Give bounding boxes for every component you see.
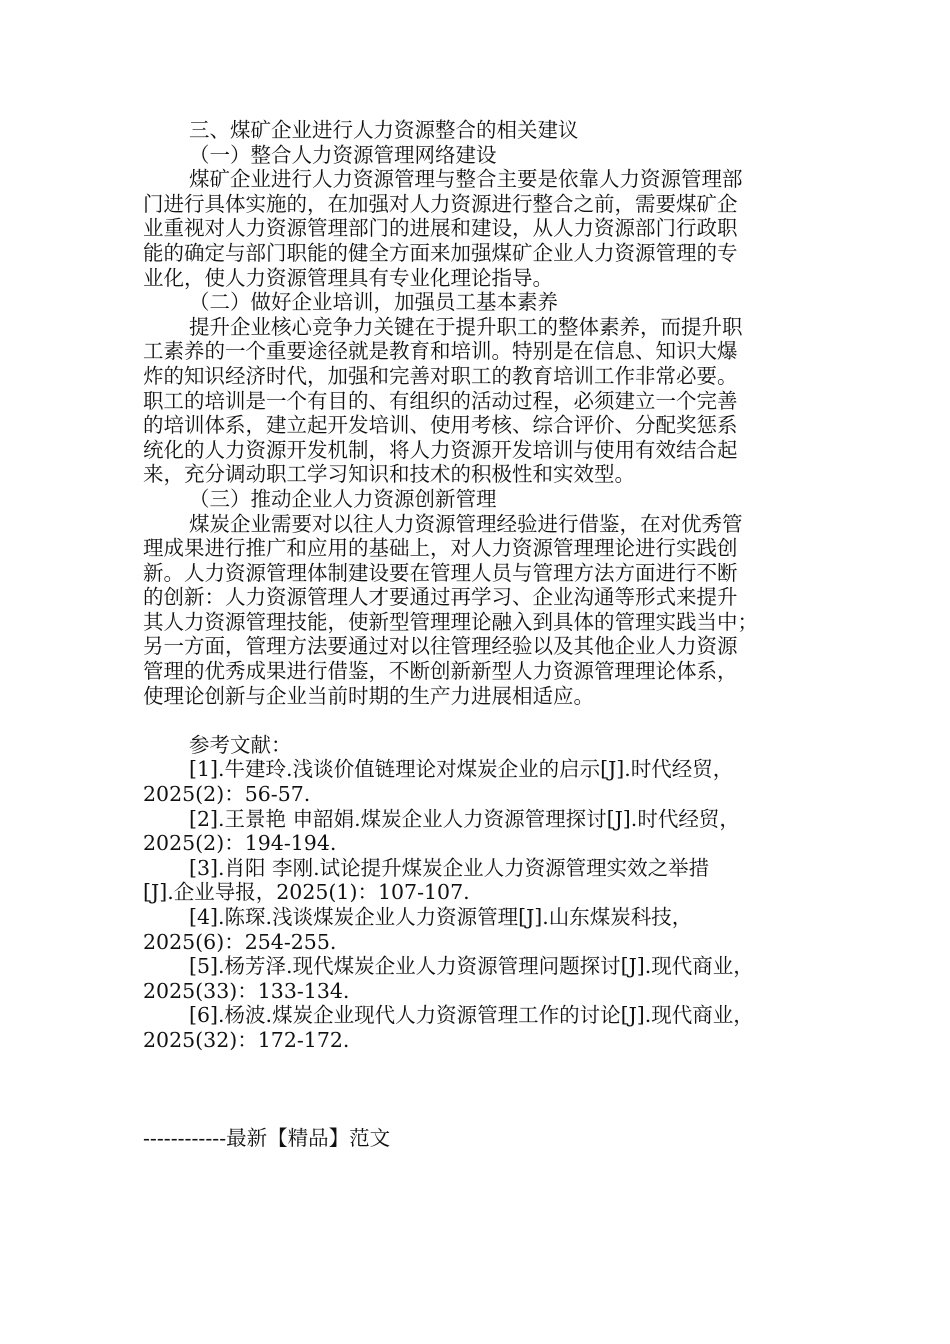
subsection-3-title: （三）推动企业人力资源创新管理 (189, 486, 497, 511)
subsection-1-title: （一）整合人力资源管理网络建设 (189, 142, 497, 167)
paragraph-line: 新。人力资源管理体制建设要在管理人员与管理方法方面进行不断 (143, 560, 738, 585)
paragraph-line: 统化的人力资源开发机制，将人力资源开发培训与使用有效结合起 (143, 437, 738, 462)
paragraph-line: 业重视对人力资源管理部门的进展和建设，从人力资源部门行政职 (143, 216, 738, 241)
reference-line: 2025(2)：194-194. (143, 831, 337, 856)
section-heading: 三、煤矿企业进行人力资源整合的相关建议 (189, 118, 579, 142)
reference-line: 2025(6)：254-255. (143, 929, 337, 954)
document-body (143, 118, 823, 1053)
paragraph-line: 炸的知识经济时代，加强和完善对职工的教育培训工作非常必要。 (143, 363, 738, 388)
paragraph-line: 门进行具体实施的，在加强对人力资源进行整合之前，需要煤矿企 (143, 191, 738, 216)
reference-line: [6].杨波.煤炭企业现代人力资源管理工作的讨论[J].现代商业， (189, 1003, 754, 1028)
reference-item (143, 1003, 823, 1052)
paragraph-line: 职工的培训是一个有目的、有组织的活动过程，必须建立一个完善 (143, 388, 738, 413)
paragraph-line: 能的确定与部门职能的健全方面来加强煤矿企业人力资源管理的专 (143, 240, 738, 265)
subsection-3-paragraph (143, 512, 823, 709)
reference-list (143, 757, 823, 1052)
reference-item (143, 905, 823, 954)
paragraph-line: 来，充分调动职工学习知识和技术的积极性和实效型。 (143, 462, 635, 487)
reference-line: [5].杨芳泽.现代煤炭企业人力资源管理问题探讨[J].现代商业， (189, 954, 754, 979)
paragraph-line: 另一方面，管理方法要通过对以往管理经验以及其他企业人力资源 (143, 634, 738, 659)
reference-line: [2].王景艳 申韶娟.煤炭企业人力资源管理探讨[J].时代经贸， (189, 806, 740, 831)
paragraph-line: 业化，使人力资源管理具有专业化理论指导。 (143, 265, 553, 290)
paragraph-line: 煤炭企业需要对以往人力资源管理经验进行借鉴，在对优秀管 (189, 511, 743, 536)
subsection-2-title: （二）做好企业培训，加强员工基本素养 (189, 290, 558, 315)
paragraph-line: 的创新：人力资源管理人才要通过再学习、企业沟通等形式来提升 (143, 585, 738, 610)
paragraph-line: 的培训体系，建立起开发培训、使用考核、综合评价、分配奖惩系 (143, 413, 738, 438)
reference-line: [4].陈琛.浅谈煤炭企业人力资源管理[J].山东煤炭科技， (189, 905, 693, 929)
reference-line: [3].肖阳 李刚.试论提升煤炭企业人力资源管理实效之举措 (189, 855, 710, 880)
paragraph-line: 使理论创新与企业当前时期的生产力进展相适应。 (143, 683, 594, 708)
paragraph-line: 管理的优秀成果进行借鉴，不断创新新型人力资源管理理论体系， (143, 659, 738, 684)
paragraph-line: 提升企业核心竞争力关键在于提升职工的整体素养，而提升职 (189, 314, 743, 339)
spacer (143, 708, 823, 733)
reference-item (143, 856, 823, 905)
paragraph-line: 理成果进行推广和应用的基础上，对人力资源管理理论进行实践创 (143, 536, 738, 561)
reference-line: 2025(33)：133-134. (143, 978, 350, 1003)
subsection-1-paragraph (143, 167, 823, 290)
reference-item (143, 954, 823, 1003)
reference-item (143, 757, 823, 806)
reference-line: 2025(32)：172-172. (143, 1027, 350, 1052)
reference-line: [J].企业导报，2025(1)：107-107. (143, 880, 470, 905)
reference-line: [1].牛建玲.浅谈价值链理论对煤炭企业的启示[J].时代经贸， (189, 757, 734, 782)
reference-item (143, 807, 823, 856)
paragraph-line: 煤矿企业进行人力资源管理与整合主要是依靠人力资源管理部 (189, 167, 743, 192)
references-title: 参考文献： (189, 732, 292, 757)
reference-line: 2025(2)：56-57. (143, 782, 311, 807)
subsection-2-paragraph (143, 315, 823, 487)
paragraph-line: 其人力资源管理技能，使新型管理理论融入到具体的管理实践当中； (143, 609, 758, 634)
paragraph-line: 工素养的一个重要途径就是教育和培训。特别是在信息、知识大爆 (143, 339, 738, 364)
footer-text: ------------最新【精品】范文 (143, 1126, 391, 1150)
